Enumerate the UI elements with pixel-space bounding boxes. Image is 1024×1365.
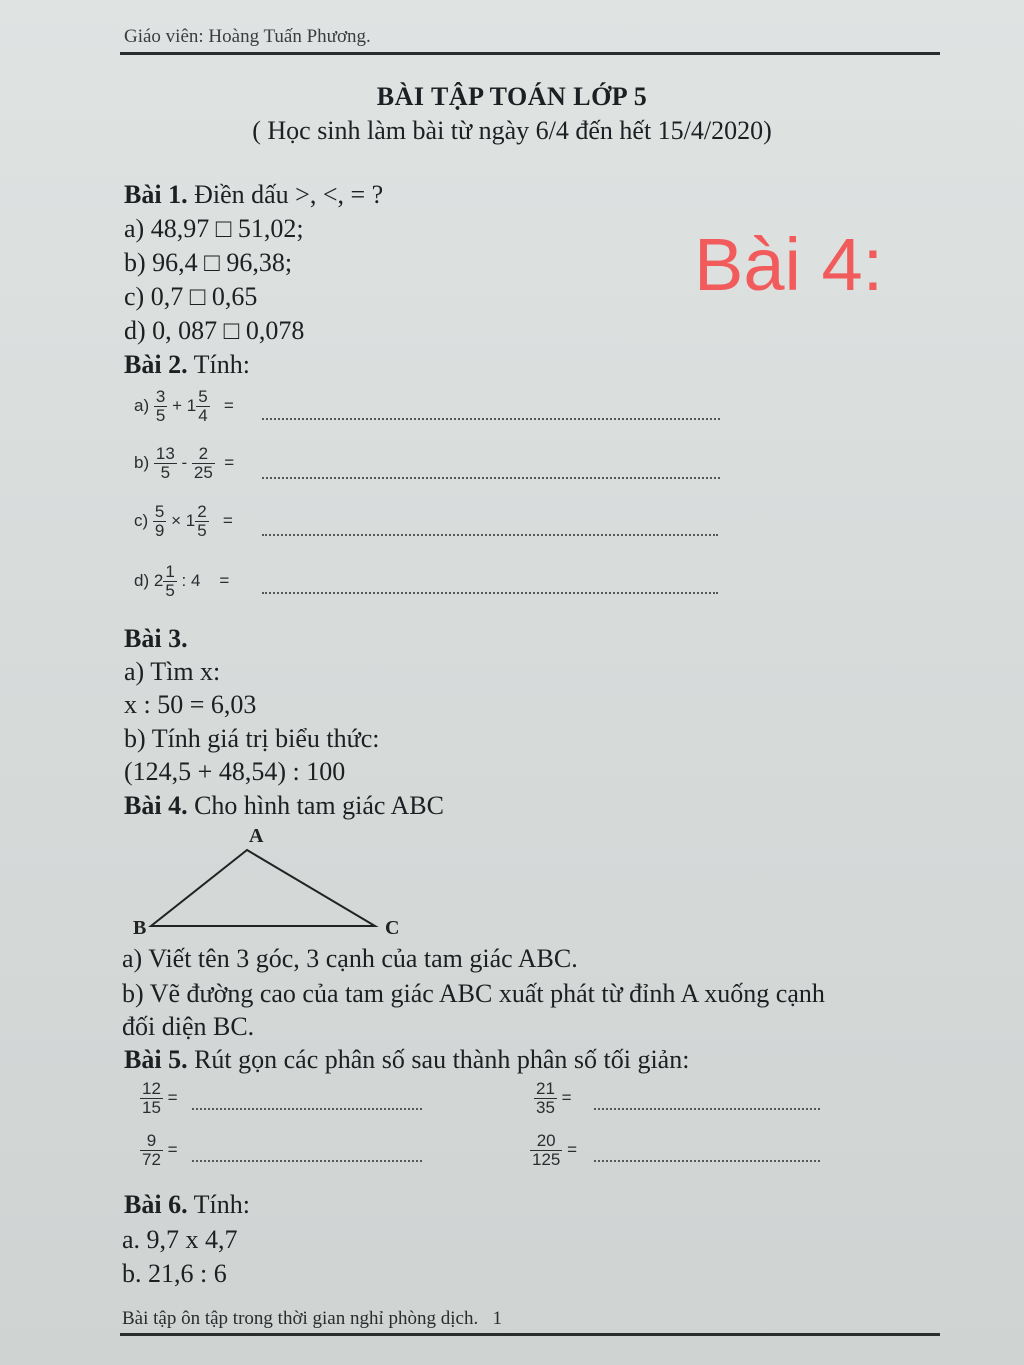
bai2-b-label: b)	[134, 452, 150, 472]
whole-part: 1	[185, 511, 196, 531]
bai2-expr-d	[134, 563, 229, 600]
footer-text: Bài tập ôn tập trong thời gian nghỉ phòng dịch.	[122, 1308, 479, 1329]
page-number: 1	[492, 1308, 502, 1329]
vertex-a-label: A	[249, 825, 264, 847]
header-rule	[120, 52, 940, 55]
bai4-a-text: a) Viết tên 3 góc, 3 cạnh của tam giác ABC.	[122, 944, 578, 973]
bai6-item-a: a. 9,7 x 4,7	[122, 1225, 238, 1254]
answer-line-c	[262, 534, 718, 536]
fraction: $\frac{21}{35}$	[536, 1079, 555, 1117]
answer-line-5-4	[594, 1160, 820, 1162]
equals-sign: =	[223, 395, 234, 415]
bai3-heading: Bài 3.	[124, 624, 188, 653]
answer-line-d	[262, 592, 718, 594]
answer-line-5-3	[192, 1160, 422, 1162]
footer	[122, 1308, 502, 1330]
fraction: $\frac{20}{125}$	[532, 1131, 561, 1169]
bai2-prompt: Tính:	[187, 350, 250, 379]
footer-rule	[120, 1333, 940, 1336]
bai5-fraction-1	[140, 1080, 178, 1117]
equals-sign: =	[219, 570, 230, 590]
operator: : 4	[181, 570, 201, 590]
bai2-expr-c	[134, 503, 233, 540]
equals-sign: =	[167, 1139, 178, 1159]
bai2-expr-b	[134, 445, 234, 482]
bai3-a-label: a) Tìm x:	[124, 657, 221, 686]
equals-sign: =	[167, 1087, 178, 1107]
equals-sign: =	[567, 1139, 578, 1159]
bai1-item-b: b) 96,4 □ 96,38;	[124, 248, 293, 277]
whole-part: 2	[153, 571, 164, 591]
fraction: $\frac{9}{72}$	[142, 1131, 161, 1169]
fraction: $\frac{13}{5}$	[155, 444, 175, 482]
operator: +	[172, 395, 182, 415]
bai2-heading: Bài 2.	[124, 350, 188, 379]
bai2-c-label: c)	[134, 510, 149, 530]
bai4-title	[124, 791, 444, 821]
equals-sign: =	[224, 452, 235, 472]
fraction: $\frac{1}{5}$	[165, 562, 175, 600]
bai3-a-expr: x : 50 = 6,03	[124, 690, 257, 719]
bai4-b-text-2: đối diện BC.	[122, 1012, 255, 1041]
bai1-item-c: c) 0,7 □ 0,65	[124, 282, 258, 311]
bai3-b-expr: (124,5 + 48,54) : 100	[124, 757, 346, 786]
answer-line-b	[262, 477, 720, 479]
bai5-fraction-4	[530, 1132, 577, 1169]
bai2-expr-a	[134, 388, 234, 425]
fraction: $\frac{5}{9}$	[154, 502, 165, 540]
bai3-b-label: b) Tính giá trị biểu thức:	[124, 724, 380, 753]
answer-line-5-1	[192, 1108, 422, 1110]
bai6-item-b: b. 21,6 : 6	[122, 1259, 227, 1288]
bai2-a-label: a)	[134, 395, 150, 415]
answer-line-a	[262, 418, 720, 420]
bai1-item-d: d) 0, 087 □ 0,078	[124, 316, 305, 345]
bai4-prompt: Cho hình tam giác ABC	[187, 791, 444, 820]
operator: -	[181, 452, 188, 472]
bai2-title	[124, 350, 250, 380]
operator: ×	[171, 510, 182, 530]
page-subtitle: ( Học sinh làm bài từ ngày 6/4 đến hết 15/4/2020)	[252, 116, 772, 145]
teacher-name: Giáo viên: Hoàng Tuấn Phương.	[124, 26, 371, 47]
fraction: $\frac{2}{5}$	[197, 502, 207, 540]
bai1-title	[124, 180, 383, 210]
whole-part: 1	[186, 396, 197, 416]
bai1-heading: Bài 1.	[124, 180, 188, 209]
bai1-item-a: a) 48,97 □ 51,02;	[124, 214, 304, 243]
page-title: BÀI TẬP TOÁN LỚP 5	[376, 82, 648, 111]
bai6-heading: Bài 6.	[124, 1190, 188, 1219]
fraction: $\frac{3}{5}$	[155, 387, 166, 425]
fraction: $\frac{12}{15}$	[142, 1079, 161, 1117]
bai1-prompt: Điền dấu >, <, = ?	[187, 180, 384, 209]
bai5-fraction-3	[140, 1132, 178, 1169]
vertex-b-label: B	[133, 917, 147, 939]
fraction: $\frac{5}{4}$	[198, 387, 208, 425]
bai6-prompt: Tính:	[187, 1190, 250, 1219]
overlay-label: Bài 4:	[694, 223, 884, 306]
bai5-heading: Bài 5.	[124, 1045, 188, 1074]
bai6-title	[124, 1190, 250, 1220]
answer-line-5-2	[594, 1108, 820, 1110]
bai5-title	[124, 1045, 689, 1075]
triangle-abc-diagram	[125, 822, 425, 942]
bai4-heading: Bài 4.	[124, 791, 188, 820]
triangle-abc	[151, 850, 375, 926]
bai2-d-label: d)	[134, 570, 150, 590]
bai5-prompt: Rút gọn các phân số sau thành phân số tối giản:	[187, 1045, 690, 1074]
bai4-b-text-1: b) Vẽ đường cao của tam giác ABC xuất phát từ đỉnh A xuống cạnh	[122, 979, 825, 1008]
vertex-c-label: C	[385, 917, 400, 939]
equals-sign: =	[222, 510, 233, 530]
bai3-title	[124, 624, 188, 654]
bai5-fraction-2	[534, 1080, 572, 1117]
equals-sign: =	[561, 1087, 572, 1107]
fraction: $\frac{2}{25}$	[193, 444, 213, 482]
